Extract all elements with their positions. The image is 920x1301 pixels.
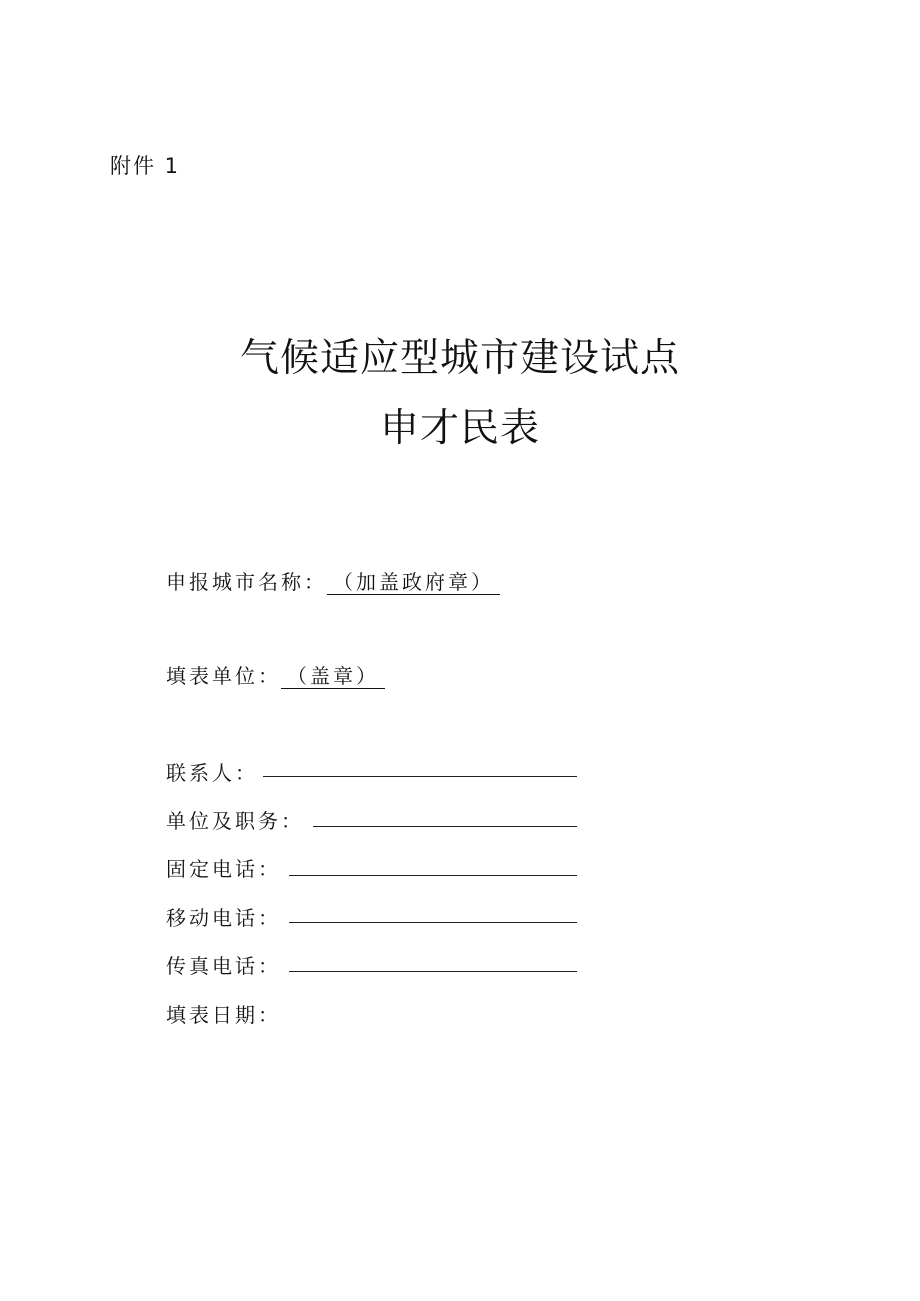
fill-date-label: 填表日期： (166, 1003, 281, 1027)
city-name-row (166, 566, 500, 595)
filling-unit-stamp-field[interactable]: （盖章） (281, 664, 385, 689)
fill-date-row (166, 999, 281, 1028)
unit-position-field[interactable] (313, 826, 577, 827)
landline-row (166, 853, 281, 882)
contact-person-label: 联系人： (166, 761, 258, 785)
filling-unit-label: 填表单位： (166, 664, 281, 688)
page-title-line-2: 申才民表 (379, 406, 540, 451)
fax-field[interactable] (289, 971, 577, 972)
attachment-label: 附件 1 (110, 154, 181, 178)
filling-unit-row (166, 660, 385, 689)
landline-label: 固定电话： (166, 857, 281, 881)
contact-person-row (166, 757, 258, 786)
mobile-label: 移动电话： (166, 906, 281, 930)
contact-person-field[interactable] (263, 776, 577, 777)
city-name-stamp-field[interactable]: （加盖政府章） (327, 570, 500, 595)
fax-label: 传真电话： (166, 954, 281, 978)
mobile-row (166, 902, 281, 931)
unit-position-label: 单位及职务： (166, 809, 304, 833)
landline-field[interactable] (289, 875, 577, 876)
page-title-line-1: 气候适应型城市建设试点 (239, 336, 680, 381)
unit-position-row (166, 805, 304, 834)
mobile-field[interactable] (289, 922, 577, 923)
city-name-label: 申报城市名称： (166, 570, 327, 594)
fax-row (166, 950, 281, 979)
